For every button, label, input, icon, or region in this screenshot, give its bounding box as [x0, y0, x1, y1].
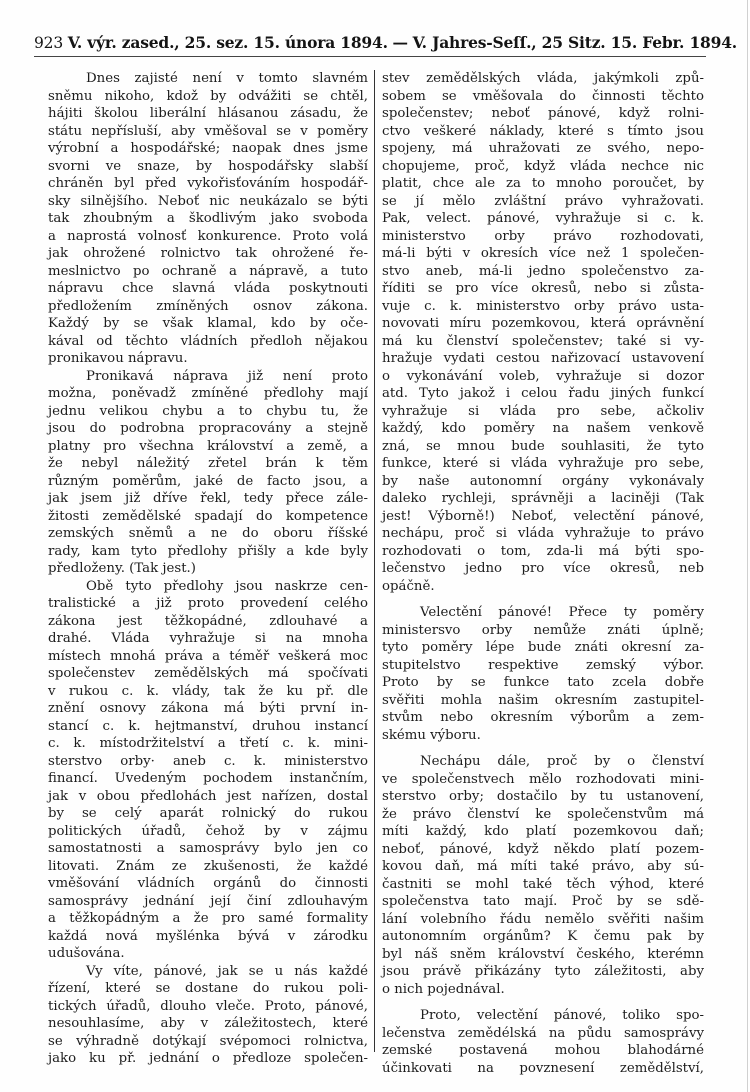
- text-line: jako ku př. jednání o předloze společen-: [48, 1051, 368, 1066]
- text-line: tických úřadů, dlouho vleče. Proto, pánové,: [48, 998, 368, 1014]
- text-line: chopujeme, proč, když vláda nechce nic: [382, 158, 704, 174]
- text-line: vuje c. k. ministerstvo orby právo usta-: [382, 298, 704, 314]
- text-line: lečenstvo jedno pro více okresů, neb: [382, 561, 704, 576]
- text-line: neboť, pánové, když někdo platí pozem-: [382, 841, 704, 857]
- text-line: lání volebního řádu nemělo svěřiti našim: [382, 911, 704, 927]
- text-line: samostatnosti a samosprávy bylo jen co: [48, 841, 368, 856]
- text-line: platit, chce ale za to mnoho poroučet, by: [382, 176, 704, 191]
- text-line: různým poměrům, jaké de facto jsou, a: [48, 473, 368, 489]
- text-line: zemských sněmů a ne do oboru říšské: [48, 526, 368, 541]
- text-line: funkce, které si vláda vyhražuje pro sebe,: [382, 456, 704, 471]
- text-line: stev zemědělských vláda, jakýmkoli způ-: [382, 71, 704, 86]
- text-line: jak ohrožené rolnictvo tak ohrožené ře-: [48, 246, 368, 261]
- text-line: atd. Tyto jakož i celou řadu jiných funkcí: [382, 386, 704, 401]
- text-line: tralistické a již proto provedení celého: [48, 596, 368, 611]
- text-line: drahé. Vláda vyhražuje si na mnoha: [48, 631, 368, 646]
- text-line: ministersvo orby nemůže znáti úplně;: [382, 622, 704, 638]
- text-line: účinkovati na povznesení zemědělství,: [382, 1060, 704, 1076]
- text-line: žitosti zemědělské spadají do kompetence: [48, 508, 368, 524]
- text-line: lečenstva zemědélská na půdu samosprávy: [382, 1025, 704, 1041]
- text-line: Pronikavá náprava již není proto: [86, 368, 368, 384]
- text-line: možna, poněvadž zmíněné předlohy mají: [48, 386, 368, 401]
- paragraph: [48, 368, 368, 578]
- text-line: předložením zmíněných osnov zákona.: [48, 298, 368, 314]
- text-line: spojeny, má uhražovati ze svého, nepo-: [382, 141, 704, 156]
- paragraph: [382, 70, 704, 595]
- text-line: novovati míru pozemkovou, která oprávnění: [382, 316, 704, 331]
- text-line: samosprávy jednání její činí zdlouhavým: [48, 893, 368, 909]
- running-header: [34, 32, 737, 54]
- text-line: sky silnějšího. Neboť nic neukázalo se býti: [48, 193, 368, 209]
- text-line: jsou do podrobna propracovány a stejně: [48, 421, 368, 436]
- text-line: Pak, velect. pánové, vyhražuje si c. k.: [382, 211, 704, 226]
- text-line: každá nová myšlénka bývá v zárodku: [48, 928, 368, 944]
- text-line: rozhodovati o tom, zda-li má býti spo-: [382, 543, 704, 559]
- text-line: Nechápu dále, proč by o členství: [420, 754, 704, 769]
- text-line: místech mnohá práva a téměř veškerá moc: [48, 648, 368, 664]
- text-line: výrobní a hospodářské; naopak dnes jsme: [48, 141, 368, 156]
- text-line: společenstev zemědělských má spočívati: [48, 666, 368, 681]
- text-line: jsou právě přikázány tyto záležitosti, aby: [382, 964, 704, 979]
- text-line: kával od těchto vládních předloh nějakou: [48, 333, 368, 349]
- text-line: jednu velikou chybu a to chybu tu, že: [48, 403, 368, 419]
- text-line: říditi se pro více okresů, nebo si zůsta-: [382, 281, 704, 296]
- text-line: a naprostá volnosť konkurence. Proto volá: [48, 228, 368, 244]
- text-line: o nich pojednával.: [382, 981, 505, 997]
- text-line: jest! Výborně!) Neboť, velectění pánové,: [382, 508, 704, 524]
- text-line: sněmu nikoho, kdož by odvážiti se chtěl,: [48, 88, 368, 104]
- paragraph: [382, 753, 704, 998]
- german-session-title: V. Jahres-Seſſ., 25 Sitz. 15. Febr. 1894.: [412, 33, 737, 52]
- text-line: se výhradně dotýkají svépomoci rolnictva,: [48, 1033, 368, 1049]
- text-line: autonomním orgánům? K čemu pak by: [382, 929, 704, 944]
- text-line: svěřiti mohla našim okresním zastupitel-: [382, 692, 704, 708]
- text-line: stancí c. k. hejtmanství, druhou instancí: [48, 718, 368, 734]
- text-line: Proto, velectění pánové, toliko spo-: [420, 1008, 704, 1023]
- text-line: že nebyl náležitý zřetel brán k těm: [48, 456, 368, 471]
- text-line: ministerstvo orby právo rozhodovati,: [382, 228, 704, 244]
- paragraph: [382, 604, 704, 744]
- header-separator: —: [392, 33, 408, 52]
- text-line: meslnictvo po ochraně a nápravě, a tuto: [48, 263, 368, 279]
- text-line: stvo aneb, má-li jedno společenstvo za-: [382, 263, 704, 279]
- text-line: se jí mělo zvláštní právo vyhražovati.: [382, 193, 704, 209]
- text-line: daleko rychleji, správněji a laciněji (Tak: [382, 491, 704, 506]
- text-line: předloženy. (Tak jest.): [48, 561, 196, 576]
- text-line: tak zhoubným a škodlivým jako svoboda: [48, 211, 368, 226]
- text-line: byl náš sněm království českého, kterémn: [382, 946, 704, 962]
- text-line: nesouhlasíme, aby v záležitostech, které: [48, 1016, 368, 1031]
- text-line: každý, kdo poměry na našem venkově: [382, 421, 704, 436]
- paragraph: [48, 963, 368, 1068]
- text-line: politických úřadů, čehož by v zájmu: [48, 823, 368, 839]
- text-line: v rukou c. k. vlády, tak že ku př. dle: [48, 683, 368, 699]
- text-line: zákona jest těžkopádné, zdlouhavé a: [48, 613, 368, 629]
- text-line: nápravu chce slavná vláda poskytnouti: [48, 281, 368, 296]
- text-line: míti každý, kdo platí pozemkovou daň;: [382, 824, 704, 839]
- page-number: 923: [34, 34, 63, 52]
- paragraph: [48, 70, 368, 368]
- text-line: Vy víte, pánové, jak se u nás každé: [86, 963, 368, 979]
- left-column: [48, 70, 368, 1068]
- text-line: sterstvo orby; dostačilo by tu ustanovení,: [382, 789, 704, 804]
- text-line: Dnes zajisté není v tomto slavném: [86, 71, 368, 86]
- paragraph: [382, 1007, 704, 1077]
- text-line: vměšování vládních orgánů do činnosti: [48, 876, 368, 891]
- text-line: Každý by se však klamal, kdo by oče-: [48, 316, 368, 331]
- text-line: hájiti školou liberální hlásanou zásadu, že: [48, 106, 368, 121]
- czech-session-title: V. výr. zased., 25. sez. 15. února 1894.: [67, 33, 388, 52]
- text-line: udušována.: [48, 946, 125, 961]
- text-line: sterstvo orby· aneb c. k. ministerstvo: [48, 753, 368, 769]
- text-line: ctvo veškeré náklady, které s tímto jsou: [382, 123, 704, 139]
- text-line: společenstva tato mají. Proč by se sdě-: [382, 894, 704, 909]
- text-line: společenstev; neboť pánové, když rolni-: [382, 106, 704, 121]
- text-line: skému výboru.: [382, 727, 481, 743]
- text-line: řízení, které se dostane do rukou poli-: [48, 981, 368, 996]
- header-rule: [34, 56, 706, 57]
- text-line: častniti se mohl také těch výhod, které: [382, 876, 704, 892]
- text-line: tyto poměry lépe bude znáti okresní za-: [382, 640, 704, 655]
- text-line: platny pro všechna království a země, a: [48, 438, 368, 454]
- text-line: stupitelstvo respektive zemský výbor.: [382, 657, 704, 673]
- text-line: o vykonávání voleb, vyhražuje si dozor: [382, 368, 704, 384]
- text-line: že právo členství ke společenstvům má: [382, 806, 704, 822]
- text-line: financí. Uvedeným pochodem instančním,: [48, 771, 368, 786]
- text-line: stvům nebo okresním výborům a zem-: [382, 710, 704, 725]
- text-line: opáčně.: [382, 578, 435, 594]
- text-line: kovou daň, má míti také právo, aby sú-: [382, 859, 704, 874]
- text-line: Proto by se funkce tato zcela dobře: [382, 675, 704, 690]
- text-line: Velectění pánové! Přece ty poměry: [420, 605, 704, 620]
- text-line: jak jsem již dříve řekl, tedy přece zále-: [48, 491, 368, 506]
- text-line: chráněn byl před vykořisťováním hospodář-: [48, 176, 368, 191]
- text-line: jak v obou předlohách jest nařízen, dostal: [48, 788, 368, 804]
- text-line: by se celý aparát rolnický do rukou: [48, 806, 368, 821]
- text-line: má-li býti v okresích více než 1 společen-: [382, 246, 704, 261]
- text-line: vyhražuje si vláda pro sebe, ačkoliv: [382, 403, 704, 419]
- text-line: státu nepřísluší, aby vměšoval se v poměry: [48, 123, 368, 139]
- text-line: svorni ve snaze, by hospodářsky slabší: [48, 158, 368, 174]
- text-line: hražuje vydati cestou nařizovací ustavovení: [382, 351, 704, 366]
- text-line: ve společenstvech mělo rozhodovati mini-: [382, 771, 704, 787]
- text-line: má ku členství společenstev; také si vy-: [382, 333, 704, 349]
- paragraph: [48, 578, 368, 963]
- text-line: zná, se mnou bude souhlasiti, že tyto: [382, 438, 704, 454]
- text-line: nechápu, proč si vláda vyhražuje to právo: [382, 526, 704, 541]
- text-line: Obě tyto předlohy jsou naskrze cen-: [86, 578, 368, 594]
- text-line: a těžkopádným a že pro samé formality: [48, 911, 368, 926]
- text-line: zemské postavená mohou blahodárné: [382, 1043, 704, 1058]
- text-line: by naše autonomní orgány vykonávaly: [382, 473, 704, 489]
- text-line: c. k. místodržitelství a třetí c. k. mini-: [48, 736, 368, 751]
- column-divider: [374, 70, 375, 1052]
- page-edge: [747, 0, 748, 1092]
- text-line: rady, kam tyto předlohy přišly a kde byly: [48, 543, 368, 559]
- text-line: pronikavou nápravu.: [48, 351, 188, 366]
- right-column: [382, 70, 704, 1077]
- text-line: znění osnovy zákona má býti první in-: [48, 701, 368, 716]
- text-line: sobem se vměšovala do činnosti těchto: [382, 88, 704, 104]
- text-line: litovati. Znám ze zkušenosti, že každé: [48, 858, 368, 874]
